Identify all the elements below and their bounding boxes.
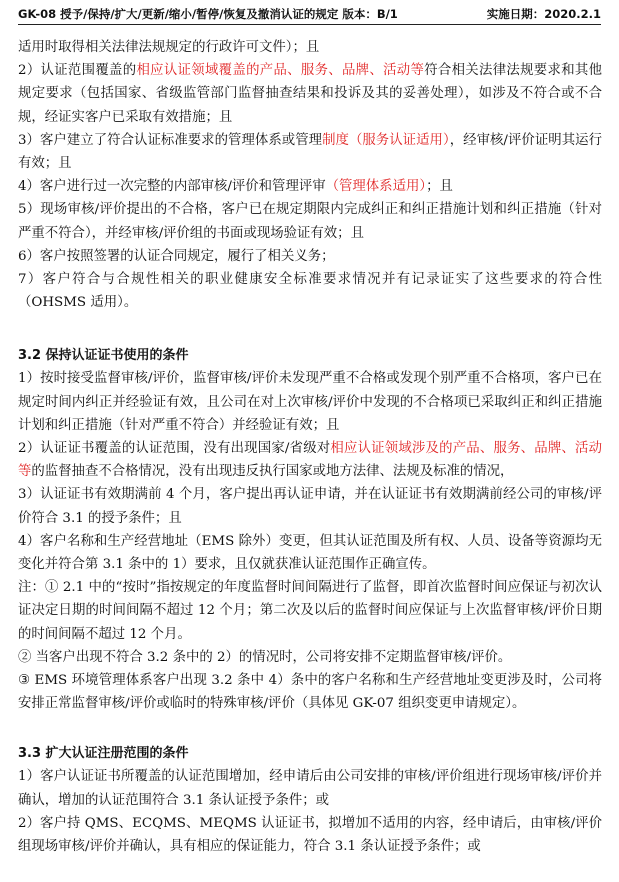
paragraph-text: 适用时取得相关法律法规规定的行政许可文件）；且	[18, 40, 320, 55]
paragraph	[18, 129, 602, 175]
paragraph-text: 5）现场审核/评价提出的不合格，客户已在规定期限内完成纠正和纠正措施计划和纠正措施（针对严重不符合），并经审核/评价组的书面或现场验证有效；且	[18, 202, 602, 241]
paragraph-text: 3）客户建立了符合认证标准要求的管理体系或管理	[18, 132, 323, 148]
section-grant-conditions-continued	[18, 36, 602, 314]
paragraph	[18, 669, 602, 715]
paragraph-text: 符合相关法律法规要求和其他规定要求（包括国家、省级监管部门监督抽查结果和投诉及其的妥善处理），如涉及不符合或不合规，经证实客户已采取有效措施；且	[18, 63, 602, 125]
paragraph	[18, 483, 602, 529]
paragraph-text: 6）客户按照签署的认证合同规定，履行了相关义务；	[18, 248, 335, 264]
paragraph	[18, 437, 602, 483]
section-title-maintain: 3.2 保持认证证书使用的条件	[18, 348, 189, 364]
paragraph	[18, 646, 602, 669]
paragraph	[18, 245, 602, 268]
section-maintain-conditions	[18, 367, 602, 715]
paragraph-text: 3）认证证书有效期满前 4 个月，客户提出再认证申请，并在认证证书有效期满前经公司的审核/评价符合 3.1 的授予条件；且	[18, 487, 602, 526]
paragraph-text: ③ EMS 环境管理体系客户出现 3.2 条中 4）条中的客户名称和生产经营地址变更涉及时，公司将安排正常监督审核/评价或临时的特殊审核/评价（具体见 GK-07 组织变更申请规定）。	[18, 673, 602, 712]
paragraph-text: 2）认证证书覆盖的认证范围，没有出现国家/省级对	[18, 441, 331, 457]
page-header	[18, 4, 601, 25]
paragraph	[18, 765, 602, 811]
paragraph	[18, 198, 602, 244]
paragraph	[18, 268, 602, 314]
paragraph	[18, 530, 602, 576]
paragraph-text: ，经审核/评价证明其运行有效；且	[18, 132, 602, 172]
paragraph	[18, 36, 602, 59]
paragraph-text: 的监督抽查不合格情况，没有出现违反执行国家或地方法律、法规及标准的情况，	[31, 464, 514, 480]
paragraph-text: 2）认证范围覆盖的	[18, 63, 137, 79]
document-body	[18, 36, 602, 858]
paragraph-text: ；且	[426, 179, 453, 195]
highlighted-text: （管理体系适用）	[325, 179, 427, 195]
paragraph-text: 1）按时接受监督审核/评价，监督审核/评价未发现严重不合格或发现个别严重不合格项，客户已在规定时间内纠正并经验证有效，且公司在对上次审核/评价中发现的不合格项已采取纠正和纠正措施计划和纠正措施（针对严重不符合）并经验证有效；且	[18, 371, 602, 433]
highlighted-text: 相应认证领域覆盖的产品、服务、品牌、活动等	[136, 63, 425, 79]
section-title-extend: 3.3 扩大认证注册范围的条件	[18, 746, 189, 762]
highlighted-text: 相应认证领域涉及的产品、服务、品牌、活动等	[18, 441, 603, 480]
paragraph	[18, 367, 602, 437]
paragraph-text: 4）客户名称和生产经营地址（EMS 除外）变更，但其认证范围及所有权、人员、设备等资源均无变化并符合第 3.1 条中的 1）要求，且仅就获准认证范围作正确宣传。	[18, 533, 602, 573]
paragraph-text: 1）客户认证证书所覆盖的认证范围增加，经申请后由公司安排的审核/评价组进行现场审核/评价并确认，增加的认证范围符合 3.1 条认证授予条件；或	[18, 769, 602, 808]
paragraph-text: 2）客户持 QMS、ECQMS、MEQMS 认证证书，拟增加不适用的内容，经申请后，由审核/评价组现场审核/评价并确认，具有相应的保证能力，符合 3.1 条认证授予条件；或	[18, 815, 602, 855]
effective-date: 实施日期：2020.2.1	[486, 7, 601, 21]
section-extend-conditions	[18, 765, 602, 858]
paragraph-text: ② 当客户出现不符合 3.2 条中的 2）的情况时，公司将安排不定期监督审核/评价。	[18, 649, 512, 665]
paragraph	[18, 812, 602, 858]
paragraph	[18, 59, 602, 129]
document-title: GK-08 授予/保持/扩大/更新/缩小/暂停/恢复及撤消认证的规定 版本：B/1	[18, 7, 398, 21]
highlighted-text: 制度（服务认证适用）	[322, 132, 450, 148]
paragraph	[18, 175, 602, 198]
paragraph-text: 7）客户符合与合规性相关的职业健康安全标准要求情况并有记录证实了这些要求的符合性（OHSMS 适用）。	[18, 272, 602, 311]
paragraph-text: 注：① 2.1 中的“按时”指按规定的年度监督时间间隔进行了监督，即首次监督时间应保证与初次认证决定日期的时间间隔不超过 12 个月；第二次及以后的监督时间应保证与上次监督审核/评价日期的时间间隔不超过 12 个月。	[18, 580, 602, 642]
paragraph	[18, 576, 602, 646]
paragraph-text: 4）客户进行过一次完整的内部审核/评价和管理评审	[18, 179, 326, 195]
